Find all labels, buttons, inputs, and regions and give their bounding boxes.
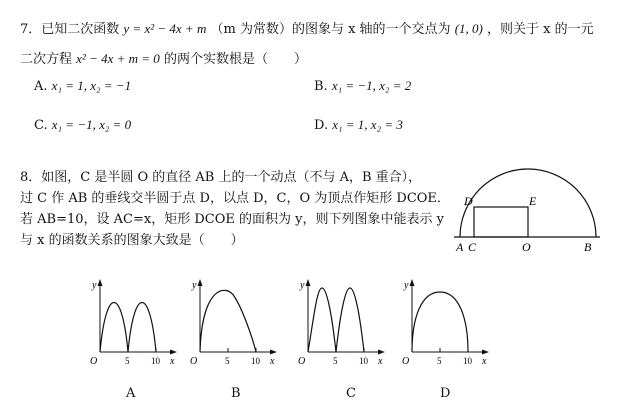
option-text: x₁ = −1, x₂ = 0 xyxy=(51,117,132,132)
q7-condition: （m 为常数）的图象与 x 轴的一个交点为 xyxy=(210,22,451,37)
tick-label: 5 xyxy=(125,356,130,366)
curve-a xyxy=(100,303,156,353)
q8-line4: 与 x 的函数关系的图象大致是（ ） xyxy=(20,233,244,248)
option-label: A. xyxy=(34,79,48,94)
semicircle-figure xyxy=(448,150,608,260)
curve-c xyxy=(308,288,364,352)
x-axis-label: x xyxy=(482,356,487,367)
y-axis-label: y xyxy=(192,280,197,291)
q7-option-c[interactable] xyxy=(34,117,131,133)
q7-option-a[interactable] xyxy=(34,78,131,94)
q7-line1-end: ，则关于 x 的一元 xyxy=(487,22,594,37)
graph-b-label[interactable]: B xyxy=(231,386,241,401)
graph-a-label[interactable]: A xyxy=(126,386,136,401)
graph-d[interactable] xyxy=(394,276,494,372)
option-text: x₁ = −1, x₂ = 2 xyxy=(331,78,412,93)
q7-line2 xyxy=(20,48,307,67)
label-e: E xyxy=(529,194,537,208)
q7-question: 的两个实数根是（ ） xyxy=(163,52,307,67)
tick-label: 10 xyxy=(251,356,260,366)
q7-intro: 7．已知二次函数 xyxy=(20,22,120,37)
tick-label: 5 xyxy=(225,356,230,366)
origin-label: O xyxy=(402,356,410,367)
label-a: A xyxy=(456,240,464,254)
x-axis-label: x xyxy=(378,356,383,367)
label-c: C xyxy=(468,240,477,254)
graph-b[interactable] xyxy=(182,276,282,372)
option-label: C. xyxy=(34,118,48,133)
graph-c[interactable] xyxy=(290,276,390,372)
curve-d xyxy=(412,292,468,352)
q7-line1 xyxy=(20,18,594,37)
tick-label: 10 xyxy=(463,356,472,366)
graph-c-label[interactable]: C xyxy=(346,386,356,401)
q7-line2-start: 二次方程 xyxy=(20,52,73,67)
option-text: x₁ = 1, x₂ = 3 xyxy=(332,117,403,132)
q7-point: (1, 0) xyxy=(454,21,483,36)
origin-label: O xyxy=(298,356,306,367)
q7-option-d[interactable] xyxy=(314,117,403,133)
option-label: B. xyxy=(314,79,328,94)
q7-equation: x² − 4x + m = 0 xyxy=(76,51,160,66)
tick-label: 10 xyxy=(359,356,368,366)
tick-label: 5 xyxy=(437,356,442,366)
origin-label: O xyxy=(190,356,198,367)
label-b: B xyxy=(584,240,592,254)
q8-line1: 8．如图，C 是半圆 O 的直径 AB 上的一个动点（不与 A，B 重合）， xyxy=(20,170,422,185)
q7-option-b[interactable] xyxy=(314,78,411,94)
q8-line3: 若 AB=10，设 AC=x，矩形 DCOE 的面积为 y，则下列图象中能表示 y xyxy=(20,212,444,227)
y-axis-label: y xyxy=(300,280,305,291)
y-axis-label: y xyxy=(92,280,97,291)
q7-function: y = x² − 4x + m xyxy=(123,21,207,36)
x-axis-label: x xyxy=(270,356,275,367)
y-axis-label: y xyxy=(404,280,409,291)
option-label: D. xyxy=(314,118,329,133)
label-d: D xyxy=(464,194,473,208)
origin-label: O xyxy=(90,356,98,367)
graph-d-label[interactable]: D xyxy=(440,386,451,401)
graph-a[interactable] xyxy=(82,276,182,372)
option-text: x₁ = 1, x₂ = −1 xyxy=(51,78,132,93)
rectangle-dcoe xyxy=(474,207,528,237)
tick-label: 10 xyxy=(151,356,160,366)
tick-label: 5 xyxy=(333,356,338,366)
label-o: O xyxy=(522,240,531,254)
curve-b xyxy=(200,290,256,352)
q8-line2: 过 C 作 AB 的垂线交半圆于点 D，以点 D，C，O 为顶点作矩形 DCOE． xyxy=(20,191,450,206)
x-axis-label: x xyxy=(170,356,175,367)
